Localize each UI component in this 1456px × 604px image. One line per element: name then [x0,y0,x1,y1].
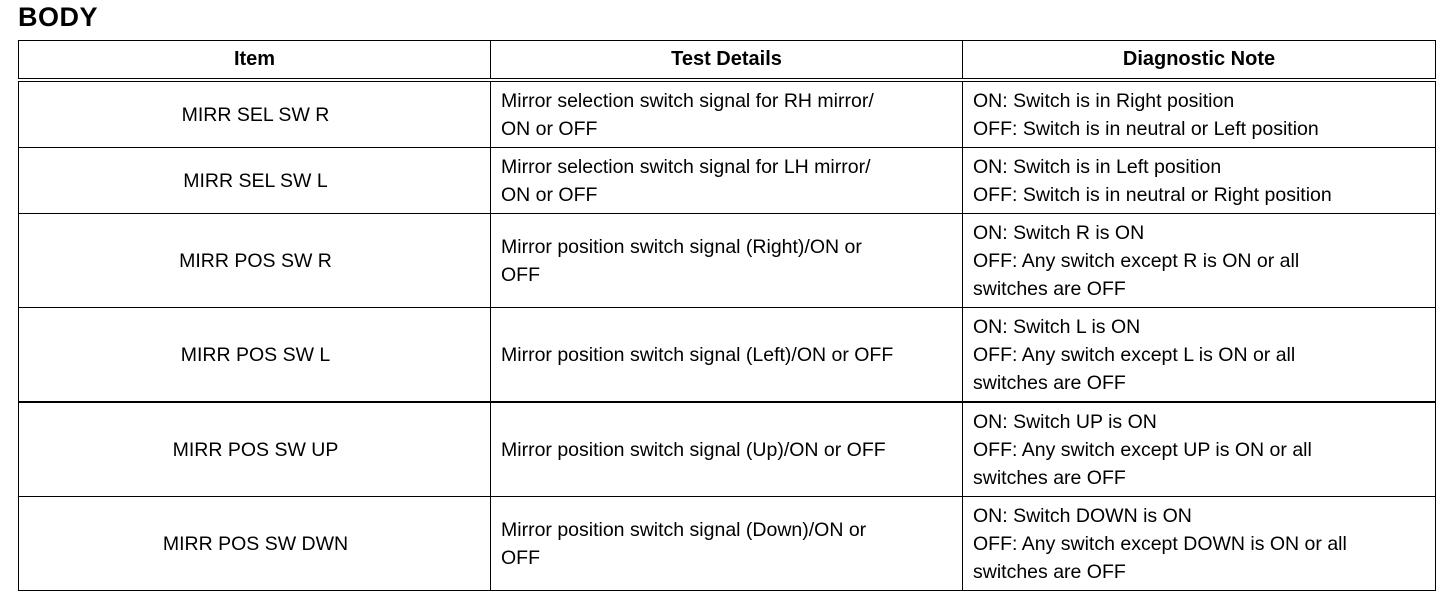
test-details-line: Mirror selection switch signal for LH mirror/ [501,155,871,178]
test-details-line: ON or OFF [501,117,598,140]
diagnostic-note-line: ON: Switch is in Left position [973,155,1222,178]
diagnostic-note-line: ON: Switch L is ON [973,315,1141,338]
diagnostic-note-line: ON: Switch R is ON [973,221,1145,244]
item-cell: MIRR POS SW R [19,214,491,308]
diagnostic-note-cell [963,148,1436,214]
table-row [19,402,1436,497]
diagnostic-note-cell [963,80,1436,148]
diagnostic-note-line: ON: Switch is in Right position [973,89,1235,112]
section-title: BODY [18,2,99,32]
table-header-row [19,41,1436,81]
test-details-line: OFF [501,546,540,569]
diagnostic-note-line: OFF: Switch is in neutral or Left position [973,117,1319,140]
diagnostic-note-line: switches are OFF [973,466,1126,489]
test-details-line: Mirror selection switch signal for RH mirror/ [501,89,874,112]
diagnostic-note-line: switches are OFF [973,560,1126,583]
item-cell: MIRR POS SW DWN [19,497,491,591]
column-header-item: Item [19,41,491,81]
test-details-cell [491,402,963,497]
diagnostic-table [18,40,1436,591]
item-cell: MIRR POS SW L [19,308,491,403]
diagnostic-note-cell [963,308,1436,403]
table-row [19,214,1436,308]
test-details-line: Mirror position switch signal (Left)/ON or OFF [501,343,894,366]
table-row [19,80,1436,148]
diagnostic-note-line: OFF: Switch is in neutral or Right position [973,183,1332,206]
diagnostic-note-line: switches are OFF [973,371,1126,394]
test-details-cell [491,308,963,403]
test-details-cell [491,214,963,308]
diagnostic-note-line: ON: Switch DOWN is ON [973,504,1192,527]
test-details-line: Mirror position switch signal (Right)/ON or [501,235,862,258]
diagnostic-note-line: ON: Switch UP is ON [973,410,1157,433]
diagnostic-note-line: OFF: Any switch except DOWN is ON or all [973,532,1347,555]
table-row [19,148,1436,214]
table-row [19,497,1436,591]
test-details-cell [491,80,963,148]
diagnostic-note-line: OFF: Any switch except R is ON or all [973,249,1300,272]
test-details-line: Mirror position switch signal (Up)/ON or OFF [501,438,886,461]
table-row [19,308,1436,403]
diagnostic-note-cell [963,214,1436,308]
item-cell: MIRR SEL SW L [19,148,491,214]
column-header-test-details: Test Details [491,41,963,81]
item-cell: MIRR SEL SW R [19,80,491,148]
diagnostic-note-line: switches are OFF [973,277,1126,300]
diagnostic-note-cell [963,497,1436,591]
item-cell: MIRR POS SW UP [19,402,491,497]
column-header-diagnostic-note: Diagnostic Note [963,41,1436,81]
test-details-cell [491,148,963,214]
diagnostic-note-line: OFF: Any switch except UP is ON or all [973,438,1312,461]
test-details-line: ON or OFF [501,183,598,206]
test-details-cell [491,497,963,591]
test-details-line: Mirror position switch signal (Down)/ON or [501,518,867,541]
diagnostic-note-cell [963,402,1436,497]
diagnostic-note-line: OFF: Any switch except L is ON or all [973,343,1296,366]
test-details-line: OFF [501,263,540,286]
